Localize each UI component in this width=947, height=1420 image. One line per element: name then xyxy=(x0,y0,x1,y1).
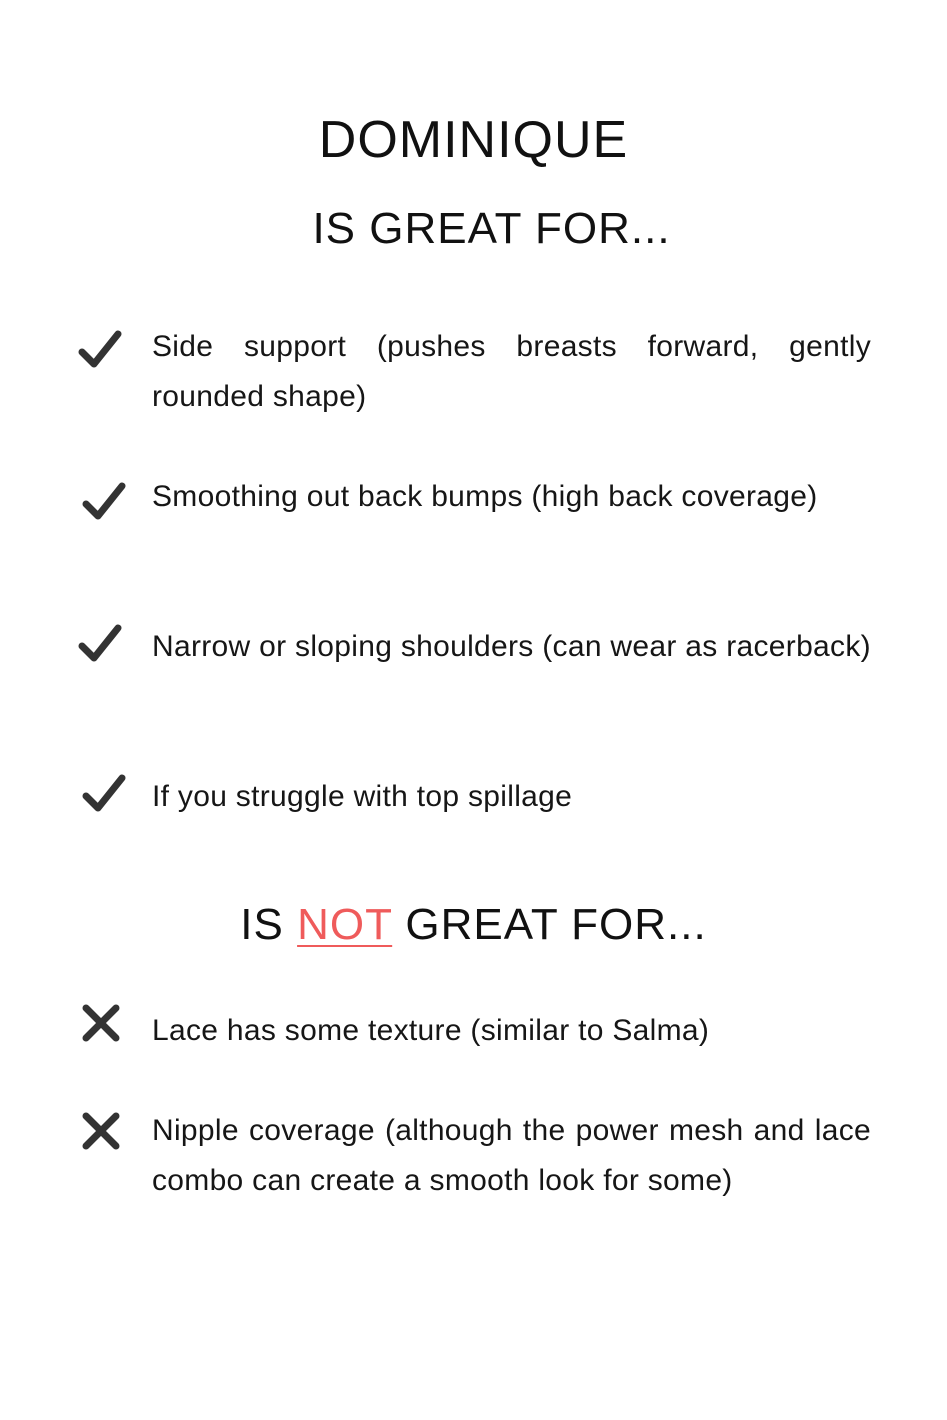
item-text: Narrow or sloping shoulders (can wear as racerback) xyxy=(152,630,871,663)
checkmark-icon xyxy=(80,770,128,818)
cross-icon xyxy=(78,1000,126,1048)
great-for-heading: IS GREAT FOR... xyxy=(312,204,671,253)
item-text: Side support (pushes breasts forward, gently rounded shape) xyxy=(152,330,871,413)
checkmark-icon xyxy=(80,478,128,526)
item-text: Smoothing out back bumps (high back coverage) xyxy=(152,480,818,513)
not-emphasis: NOT xyxy=(297,900,393,949)
item-text: If you struggle with top spillage xyxy=(152,780,573,813)
heading-prefix: IS xyxy=(240,900,298,949)
checkmark-icon xyxy=(76,326,124,374)
page-title: DOMINIQUE xyxy=(318,111,629,169)
checkmark-icon xyxy=(76,620,124,668)
heading-suffix: GREAT FOR... xyxy=(392,900,707,949)
item-text: Nipple coverage (although the power mesh and lace combo can create a smooth look for some) xyxy=(152,1114,871,1197)
item-text: Lace has some texture (similar to Salma) xyxy=(152,1014,710,1047)
cross-icon xyxy=(78,1108,126,1156)
not-great-for-heading xyxy=(0,900,947,950)
